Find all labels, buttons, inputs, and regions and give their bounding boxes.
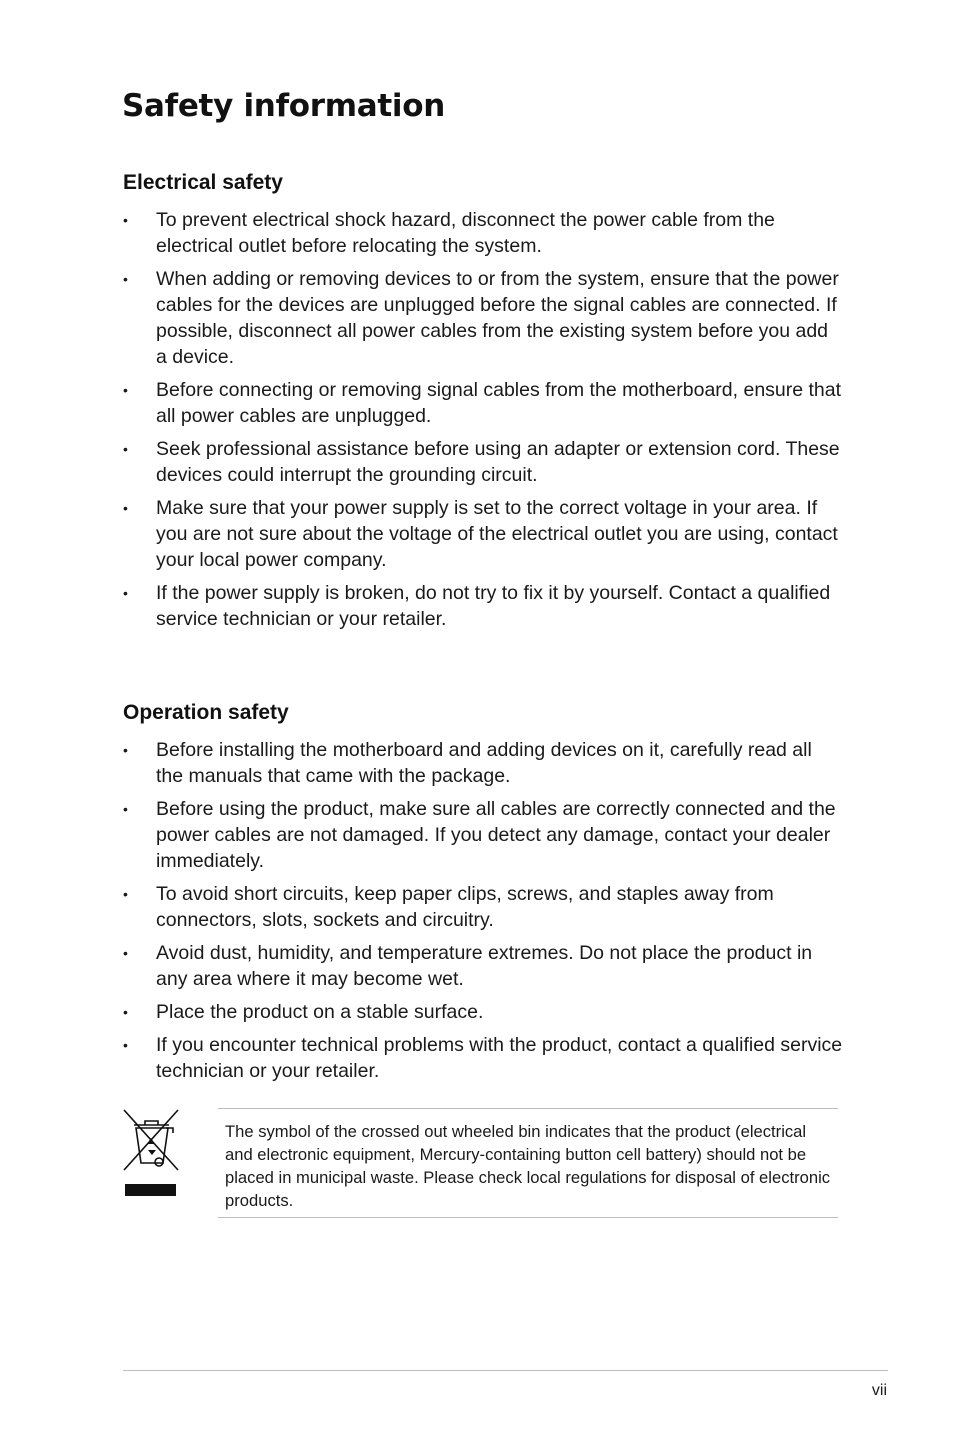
bullet-icon: • xyxy=(123,1004,128,1020)
list-item-text: Before connecting or removing signal cables from the motherboard, ensure that all power cables are unplugged. xyxy=(156,379,842,427)
list-item xyxy=(123,999,843,1025)
bullet-icon: • xyxy=(123,382,128,398)
bullet-icon: • xyxy=(123,271,128,287)
operation-safety-heading: Operation safety xyxy=(123,701,289,724)
page-number: vii xyxy=(871,1382,887,1399)
list-item-text: Before using the product, make sure all cables are correctly connected and the power cables are not damaged. If you detect any damage, contact your dealer immediately. xyxy=(156,798,836,872)
list-item xyxy=(123,796,843,874)
list-item-text: If the power supply is broken, do not try to fix it by yourself. Contact a qualified service technician or your retailer. xyxy=(156,582,831,630)
electrical-safety-section xyxy=(123,170,843,639)
weee-notice-text: The symbol of the crossed out wheeled bin indicates that the product (electrical and electronic equipment, Mercury-containing button cell battery) should not be placed in municipal waste. Please check local regulations for disposal of electronic products. xyxy=(225,1122,831,1210)
crossed-out-wheeled-bin-icon xyxy=(123,1108,181,1200)
bullet-icon: • xyxy=(123,585,128,601)
list-item-text: If you encounter technical problems with the product, contact a qualified service technician or your retailer. xyxy=(156,1034,843,1082)
list-item-text: Place the product on a stable surface. xyxy=(156,1001,484,1023)
bullet-icon: • xyxy=(123,945,128,961)
list-item-text: To avoid short circuits, keep paper clips, screws, and staples away from connectors, slots, sockets and circuitry. xyxy=(156,883,774,931)
bullet-icon: • xyxy=(123,886,128,902)
bullet-icon: • xyxy=(123,1037,128,1053)
list-item xyxy=(123,737,843,789)
list-item xyxy=(123,495,843,573)
list-item xyxy=(123,881,843,933)
list-item-text: Make sure that your power supply is set to the correct voltage in your area. If you are not sure about the voltage of the electrical outlet you are using, contact your local power company. xyxy=(156,497,838,571)
bullet-icon: • xyxy=(123,742,128,758)
list-item-text: Seek professional assistance before using an adapter or extension cord. These devices could interrupt the grounding circuit. xyxy=(156,438,840,486)
list-item-text: Before installing the motherboard and adding devices on it, carefully read all the manuals that came with the package. xyxy=(156,739,812,787)
electrical-safety-list xyxy=(123,207,843,632)
list-item xyxy=(123,940,843,992)
list-item-text: When adding or removing devices to or from the system, ensure that the power cables for the devices are unplugged before the signal cables are connected. If possible, disconnect all power cables from the existing system before you add a device. xyxy=(156,268,839,368)
electrical-safety-heading: Electrical safety xyxy=(123,171,283,194)
page-title: Safety information xyxy=(122,88,445,124)
list-item xyxy=(123,580,843,632)
bullet-icon: • xyxy=(123,801,128,817)
bullet-icon: • xyxy=(123,500,128,516)
list-item-text: To prevent electrical shock hazard, disconnect the power cable from the electrical outlet before relocating the system. xyxy=(156,209,775,257)
list-item xyxy=(123,1032,843,1084)
footer-divider xyxy=(123,1370,888,1371)
list-item xyxy=(123,266,843,370)
weee-notice xyxy=(123,1108,838,1220)
list-item xyxy=(123,207,843,259)
operation-safety-list xyxy=(123,737,843,1084)
bullet-icon: • xyxy=(123,212,128,228)
weee-notice-box xyxy=(218,1108,838,1218)
list-item-text: Avoid dust, humidity, and temperature extremes. Do not place the product in any area where it may become wet. xyxy=(156,942,813,990)
list-item xyxy=(123,436,843,488)
operation-safety-section xyxy=(123,700,843,1091)
bullet-icon: • xyxy=(123,441,128,457)
list-item xyxy=(123,377,843,429)
